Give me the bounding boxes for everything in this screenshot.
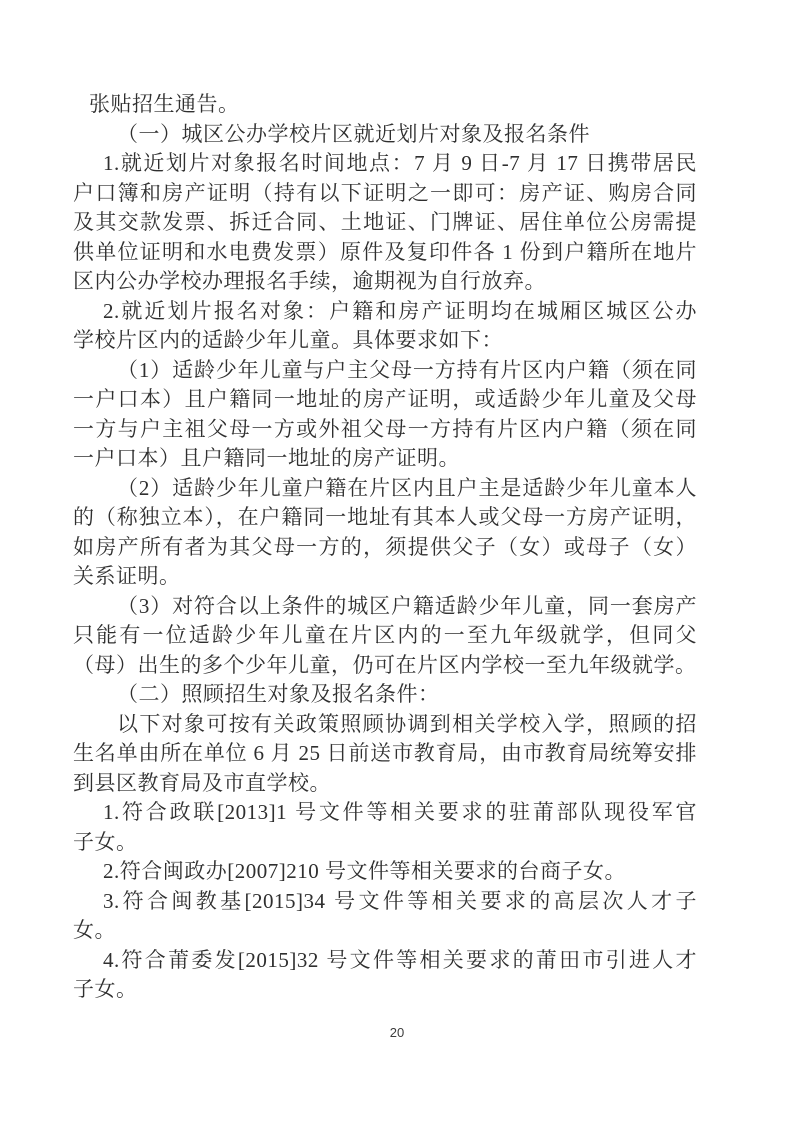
text-line: 张贴招生通告。 — [89, 92, 240, 116]
text-line: 3.符合闽教基[2015]34 号文件等相关要求的高层次人才子 — [103, 888, 697, 913]
text-content — [73, 90, 697, 1005]
text-line: 供单位证明和水电费发票）原件及复印件各 1 份到户籍所在地片 — [73, 239, 697, 264]
text-line: 2.符合闽政办[2007]210 号文件等相关要求的台商子女。 — [103, 859, 626, 883]
text-line: （母）出生的多个少年儿童，仍可在片区内学校一至九年级就学。 — [73, 652, 697, 677]
text-line: 如房产所有者为其父母一方的，须提供父子（女）或母子（女） — [73, 534, 697, 559]
text-line: （1）适龄少年儿童与户主父母一方持有片区内户籍（须在同 — [117, 357, 697, 382]
text-line: （二）照顾招生对象及报名条件： — [117, 682, 440, 706]
text-line: 4.符合莆委发[2015]32 号文件等相关要求的莆田市引进人才 — [103, 947, 697, 972]
text-line: 以下对象可按有关政策照顾协调到相关学校入学，照顾的招 — [117, 711, 697, 736]
text-line: 女。 — [73, 918, 116, 942]
text-line: 子女。 — [73, 977, 138, 1001]
text-line: 只能有一位适龄少年儿童在片区内的一至九年级就学，但同父 — [73, 623, 697, 647]
text-line: 一方与户主祖父母一方或外祖父母一方持有片区内户籍（须在同 — [73, 416, 697, 441]
text-line: 关系证明。 — [73, 564, 181, 588]
text-line: 及其交款发票、拆迁合同、土地证、门牌证、居住单位公房需提 — [73, 210, 697, 234]
text-line: 1.就近划片对象报名时间地点：7 月 9 日-7 月 17 日携带居民 — [103, 151, 697, 175]
text-line: 学校片区内的适龄少年儿童。具体要求如下： — [73, 328, 503, 352]
text-line: （3）对符合以上条件的城区户籍适龄少年儿童，同一套房产 — [117, 593, 697, 618]
text-line: 1.符合政联[2013]1 号文件等相关要求的驻莆部队现役军官 — [103, 800, 697, 824]
text-line: （一）城区公办学校片区就近划片对象及报名条件 — [117, 121, 590, 146]
text-line: （2）适龄少年儿童户籍在片区内且户主是适龄少年儿童本人 — [117, 475, 697, 500]
text-line: 的（称独立本），在户籍同一地址有其本人或父母一方房产证明， — [73, 505, 697, 529]
text-line: 生名单由所在单位 6 月 25 日前送市教育局，由市教育局统筹安排 — [73, 741, 697, 765]
text-line: 一户口本）且户籍同一地址的房产证明，或适龄少年儿童及父母 — [73, 387, 697, 411]
text-line: 一户口本）且户籍同一地址的房产证明。 — [73, 446, 460, 470]
text-line: 2.就近划片报名对象：户籍和房产证明均在城厢区城区公办 — [103, 298, 697, 323]
text-line: 子女。 — [73, 829, 138, 854]
text-line: 户口簿和房产证明（持有以下证明之一即可：房产证、购房合同 — [73, 180, 697, 205]
text-line: 到县区教育局及市直学校。 — [73, 770, 331, 795]
page-footer — [0, 1024, 794, 1042]
text-line: 区内公办学校办理报名手续，逾期视为自行放弃。 — [73, 269, 546, 293]
page-number: 20 — [389, 1025, 405, 1040]
